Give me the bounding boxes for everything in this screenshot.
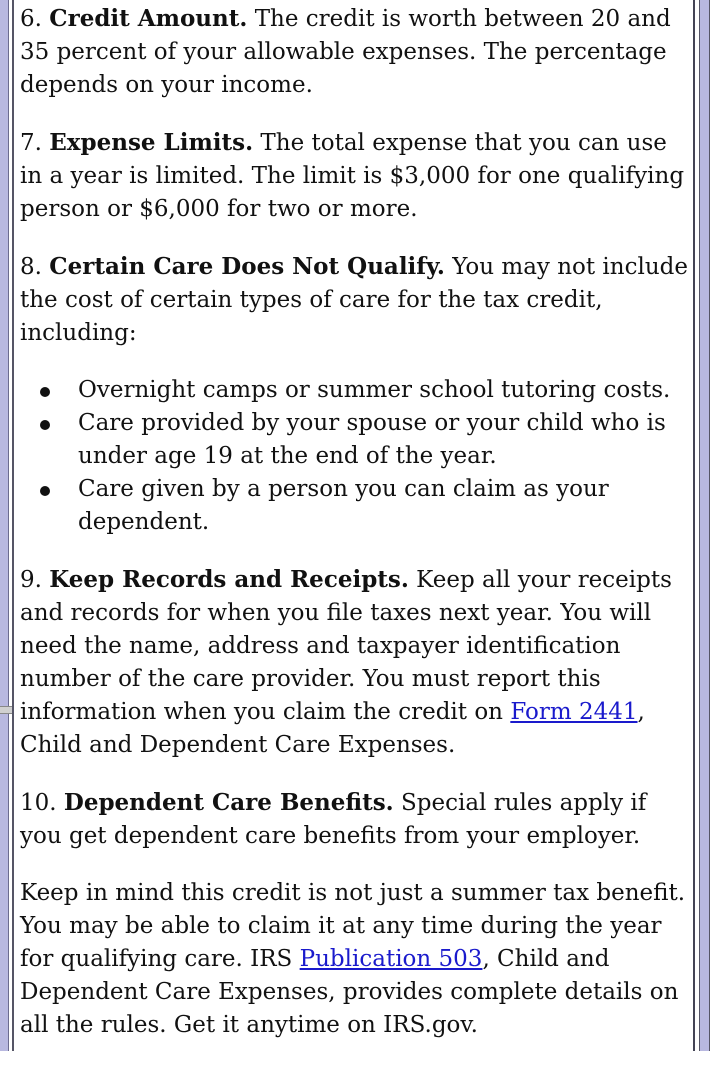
item-text: Keep all your receipts and records for when you file taxes next year. You will need the name, address and taxpayer identification number of the care provider. You must report this information when you claim the credit on (20, 567, 672, 725)
bullet-icon (40, 486, 50, 496)
item-care-not-qualify (20, 250, 688, 350)
item-text: The total expense that you can use in a year is limited. The limit is $3,000 for one qualifying person or $6,000 for two or more. (20, 130, 685, 222)
closing-text: Keep in mind this credit is not just a summer tax benefit. You may be able to claim it at any time during the year for qualifying care. IRS (20, 880, 686, 972)
item-number: 6. (20, 6, 42, 32)
item-heading: Expense Limits. (49, 129, 254, 156)
item-keep-records (20, 563, 688, 762)
right-frame-border (691, 0, 715, 1051)
item-number: 8. (20, 254, 42, 280)
publication-503-link[interactable]: Publication 503 (299, 946, 483, 972)
item-heading: Keep Records and Receipts. (49, 566, 409, 593)
item-number: 7. (20, 130, 42, 156)
left-frame-border (0, 0, 9, 1051)
item-number: 10. (20, 790, 57, 816)
form-2441-link[interactable]: Form 2441 (510, 699, 638, 725)
article-content (20, 0, 688, 1066)
item-text: You may not include the cost of certain types of care for the tax credit, including: (20, 254, 688, 346)
bullet-icon (40, 420, 50, 430)
list-item-text: Care given by a person you can claim as your dependent. (78, 476, 609, 535)
item-expense-limits (20, 126, 688, 226)
list-item (78, 473, 688, 539)
item-number: 9. (20, 567, 42, 593)
right-frame-outer-bar (699, 0, 710, 1051)
list-item-text: Overnight camps or summer school tutoring costs. (78, 377, 671, 403)
list-item-text: Care provided by your spouse or your child who is under age 19 at the end of the year. (78, 410, 666, 469)
item-credit-amount (20, 2, 688, 102)
item-dependent-care-benefits (20, 786, 688, 853)
item-text: The credit is worth between 20 and 35 percent of your allowable expenses. The percentage depends on your income. (20, 6, 671, 98)
item-heading: Certain Care Does Not Qualify. (49, 253, 445, 280)
left-frame-inner-line (12, 0, 14, 1051)
list-item (78, 374, 688, 407)
closing-text-after: , Child and Dependent Care Expenses, provides complete details on all the rules. Get it anytime on IRS.gov. (20, 946, 679, 1038)
item-text: Special rules apply if you get dependent care benefits from your employer. (20, 790, 647, 849)
closing-paragraph (20, 877, 688, 1042)
item-heading: Credit Amount. (49, 5, 248, 32)
excluded-care-list (20, 374, 688, 539)
right-frame-inner-line (693, 0, 695, 1051)
left-frame-notch (0, 706, 12, 714)
item-text-after: , Child and Dependent Care Expenses. (20, 699, 645, 758)
list-item (78, 407, 688, 473)
item-heading: Dependent Care Benefits. (63, 789, 394, 816)
bullet-icon (40, 387, 50, 397)
